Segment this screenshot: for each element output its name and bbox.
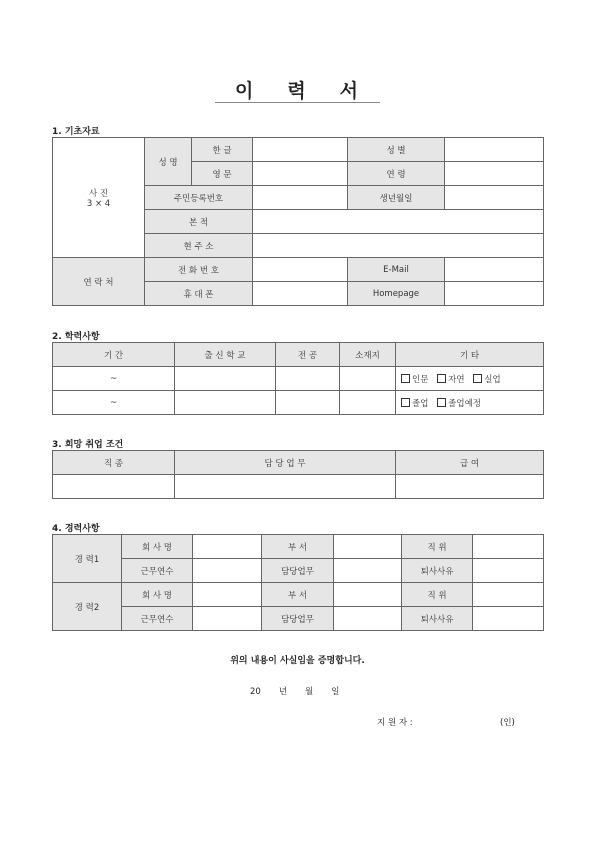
section-job-heading: 3. 희망 취업 조건 [52,440,124,450]
photo-size: 3 × 4 [86,198,111,209]
edu-etc-2 [396,391,544,415]
mobile-label: 휴 대 폰 [145,282,253,306]
job-header-salary: 급 여 [396,451,544,475]
checkbox-vocational[interactable] [473,374,482,383]
edu-header-period: 기 간 [53,343,175,367]
birthdate-label: 생년월일 [348,186,445,210]
edu-header-location: 소재지 [340,343,396,367]
resident-no-label: 주민등록번호 [145,186,253,210]
gender-label: 성 별 [348,138,445,162]
edu-period-1[interactable]: ~ [53,367,175,391]
career-2-reason-field[interactable] [473,607,544,631]
homepage-field[interactable] [445,282,544,306]
career-1-years-label: 근무연수 [122,559,193,583]
english-name-field[interactable] [253,162,348,186]
date-year[interactable]: 20 [250,687,261,697]
phone-field[interactable] [253,258,348,282]
checkbox-science[interactable] [437,374,446,383]
origin-label: 본 적 [145,210,253,234]
age-label: 연 령 [348,162,445,186]
checkbox-humanities[interactable] [401,374,410,383]
checkbox-graduated[interactable] [401,398,410,407]
career-2-reason-label: 퇴사사유 [402,607,473,631]
applicant-label: 지 원 자 : [377,718,413,728]
career-2-years-field[interactable] [193,607,262,631]
name-label: 성 명 [145,138,192,186]
job-type-field[interactable] [53,475,175,499]
career-1-company-field[interactable] [193,535,262,559]
edu-header-major: 전 공 [276,343,340,367]
edu-location-1[interactable] [340,367,396,391]
section-career-heading: 4. 경력사항 [52,524,100,534]
career-1-reason-field[interactable] [473,559,544,583]
option-expected: 졸업예정 [448,398,481,409]
edu-major-1[interactable] [276,367,340,391]
job-table [52,450,544,499]
edu-header-school: 출 신 학 교 [175,343,276,367]
title-char-2: 력 [287,80,308,102]
contact-label: 연 락 처 [53,258,145,306]
edu-period-2[interactable]: ~ [53,391,175,415]
basic-info-table [52,137,544,306]
origin-field[interactable] [253,210,544,234]
address-field[interactable] [253,234,544,258]
title-char-3: 서 [339,80,361,102]
option-humanities: 인문 [412,374,429,385]
job-salary-field[interactable] [396,475,544,499]
career-1-company-label: 회 사 명 [122,535,193,559]
career-1-dept-label: 부 서 [262,535,334,559]
date-line [250,685,357,697]
homepage-label: Homepage [348,282,445,306]
birthdate-field[interactable] [445,186,544,210]
document-title [215,76,380,103]
career-1-reason-label: 퇴사사유 [402,559,473,583]
confirmation-statement: 위의 내용이 사실임을 증명합니다. [230,656,365,666]
photo-area [53,138,145,258]
career-2-duty-field[interactable] [334,607,402,631]
option-graduated: 졸업 [412,398,429,409]
career-table [52,534,544,631]
age-field[interactable] [445,162,544,186]
korean-name-label: 한 글 [192,138,253,162]
mobile-field[interactable] [253,282,348,306]
email-field[interactable] [445,258,544,282]
job-header-type: 직 종 [53,451,175,475]
education-table [52,342,544,415]
career-2-dept-field[interactable] [334,583,402,607]
date-month-unit: 월 [305,687,314,697]
career-2-company-label: 회 사 명 [122,583,193,607]
career-1-position-field[interactable] [473,535,544,559]
career-2-company-field[interactable] [193,583,262,607]
career-1-years-field[interactable] [193,559,262,583]
career-1-duty-field[interactable] [334,559,402,583]
career-1-duty-label: 담당업무 [262,559,334,583]
option-vocational: 실업 [484,374,501,385]
section-education-heading: 2. 학력사항 [52,332,100,342]
career-1-position-label: 직 위 [402,535,473,559]
gender-field[interactable] [445,138,544,162]
career-1-dept-field[interactable] [334,535,402,559]
career-2-dept-label: 부 서 [262,583,334,607]
job-header-duty: 담 당 업 무 [175,451,396,475]
edu-header-etc: 기 타 [396,343,544,367]
edu-etc-1 [396,367,544,391]
edu-school-1[interactable] [175,367,276,391]
english-name-label: 영 문 [192,162,253,186]
checkbox-expected[interactable] [437,398,446,407]
edu-major-2[interactable] [276,391,340,415]
date-day-unit: 일 [331,687,340,697]
career-2-duty-label: 담당업무 [262,607,334,631]
address-label: 현 주 소 [145,234,253,258]
email-label: E-Mail [348,258,445,282]
seal-mark: (인) [500,718,515,728]
edu-school-2[interactable] [175,391,276,415]
option-science: 자연 [448,374,465,385]
section-basic-heading: 1. 기초자료 [52,127,100,137]
career-2-years-label: 근무연수 [122,607,193,631]
career-1-label: 경 력1 [53,535,122,583]
phone-label: 전 화 번 호 [145,258,253,282]
edu-location-2[interactable] [340,391,396,415]
career-2-position-field[interactable] [473,583,544,607]
photo-label: 사 진 [88,188,109,199]
title-char-1: 이 [234,80,256,102]
career-2-label: 경 력2 [53,583,122,631]
date-year-unit: 년 [278,687,288,697]
job-duty-field[interactable] [175,475,396,499]
korean-name-field[interactable] [253,138,348,162]
resident-no-field[interactable] [253,186,348,210]
career-2-position-label: 직 위 [402,583,473,607]
